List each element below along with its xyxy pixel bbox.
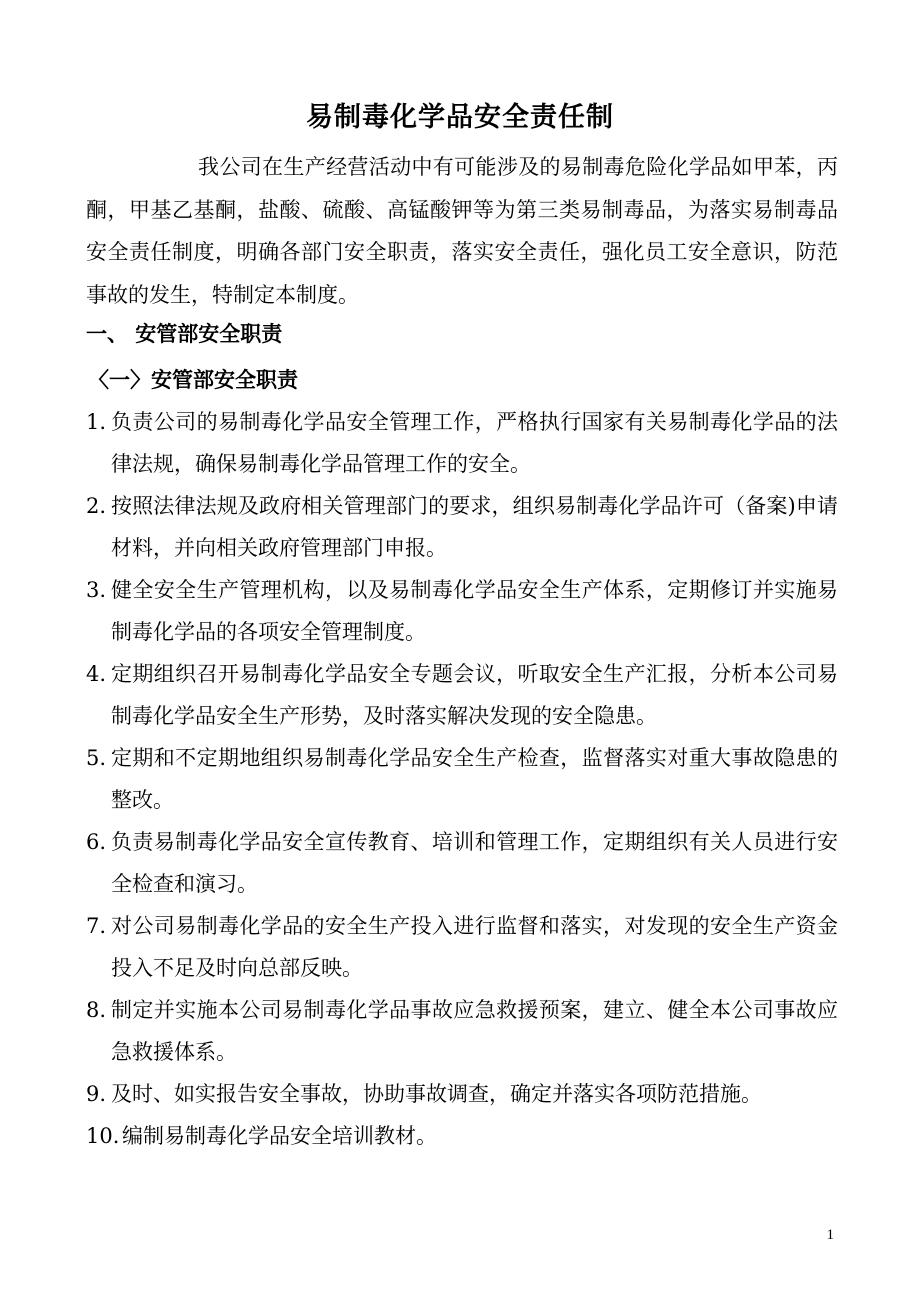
duty-item-8 — [86, 989, 838, 1073]
duty-number: 4. — [86, 662, 107, 686]
duty-number: 3. — [86, 578, 107, 602]
duty-item-5 — [86, 737, 838, 821]
duty-item-10 — [86, 1115, 838, 1157]
duty-number: 5. — [86, 746, 107, 770]
duty-number: 8. — [86, 998, 107, 1022]
duty-number: 9. — [86, 1082, 107, 1106]
duty-item-1 — [86, 401, 838, 485]
duty-number: 1. — [86, 410, 107, 434]
duty-item-7 — [86, 905, 838, 989]
section-heading: 一、 安管部安全职责 — [86, 322, 283, 346]
duty-text: 健全安全生产管理机构，以及易制毒化学品安全生产体系，定期修订并实施易制毒化学品的各项安全管理制度。 — [111, 578, 838, 644]
duty-number: 2. — [86, 494, 107, 518]
duty-text: 编制易制毒化学品安全培训教材。 — [122, 1124, 437, 1148]
duty-text: 定期组织召开易制毒化学品安全专题会议，听取安全生产汇报，分析本公司易制毒化学品安全生产形势，及时落实解决发现的安全隐患。 — [111, 662, 838, 728]
duty-text: 定期和不定期地组织易制毒化学品安全生产检查，监督落实对重大事故隐患的整改。 — [111, 746, 838, 812]
document-title: 易制毒化学品安全责任制 — [306, 102, 614, 133]
duty-text: 按照法律法规及政府相关管理部门的要求，组织易制毒化学品许可（备案)申请材料，并向相关政府管理部门申报。 — [111, 494, 838, 560]
duty-item-2 — [86, 485, 838, 569]
duty-item-6 — [86, 821, 838, 905]
intro-paragraph: 我公司在生产经营活动中有可能涉及的易制毒危险化学品如甲苯，丙酮，甲基乙基酮，盐酸、硫酸、高锰酸钾等为第三类易制毒品，为落实易制毒品安全责任制度，明确各部门安全职责，落实安全责任，强化员工安全意识，防范事故的发生，特制定本制度。 — [86, 155, 838, 307]
duty-number: 10. — [86, 1124, 120, 1148]
duty-text: 负责公司的易制毒化学品安全管理工作，严格执行国家有关易制毒化学品的法律法规，确保易制毒化学品管理工作的安全。 — [111, 410, 838, 476]
duty-item-4 — [86, 653, 838, 737]
duty-item-9 — [86, 1073, 838, 1115]
duty-text: 及时、如实报告安全事故，协助事故调查，确定并落实各项防范措施。 — [111, 1082, 762, 1106]
duty-number: 7. — [86, 914, 107, 938]
duty-item-3 — [86, 569, 838, 653]
duties-list — [86, 401, 838, 1157]
duty-text: 制定并实施本公司易制毒化学品事故应急救援预案，建立、健全本公司事故应急救援体系。 — [111, 998, 838, 1064]
page-number: 1 — [826, 1227, 834, 1243]
duty-number: 6. — [86, 830, 107, 854]
duty-text: 对公司易制毒化学品的安全生产投入进行监督和落实，对发现的安全生产资金投入不足及时向总部反映。 — [111, 914, 838, 980]
subsection-heading: 〈一〉安管部安全职责 — [88, 368, 298, 392]
duty-text: 负责易制毒化学品安全宣传教育、培训和管理工作，定期组织有关人员进行安全检查和演习。 — [111, 830, 838, 896]
